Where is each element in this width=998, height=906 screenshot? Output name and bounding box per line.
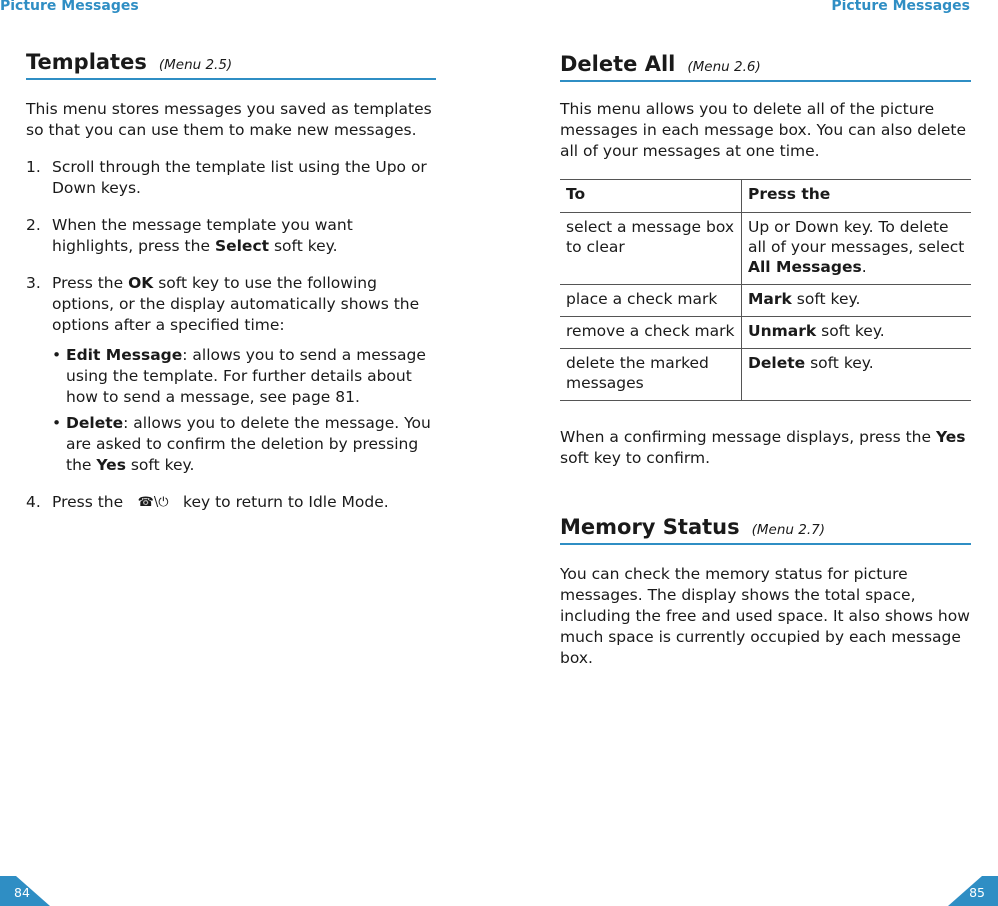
key-name: Yes	[935, 428, 966, 446]
step-1	[26, 157, 436, 199]
table-cell-press: Unmark soft key.	[742, 317, 972, 349]
section-title: Templates	[26, 50, 147, 74]
menu-reference: (Menu 2.7)	[751, 522, 826, 538]
step-text: Scroll through the template list using the Upo or Down keys.	[52, 158, 427, 197]
menu-reference: (Menu 2.6)	[687, 59, 761, 75]
table-cell-press: Up or Down key. To delete all of your messages, select All Messages.	[742, 213, 972, 285]
step-text: When the message template you want highlights, press the Select soft key.	[52, 216, 353, 255]
step-number: 2.	[26, 216, 41, 234]
table-row	[560, 213, 971, 285]
key-name: Yes	[96, 456, 126, 474]
running-head-left: Picture Messages	[0, 0, 139, 14]
page-number-tab-left	[0, 872, 52, 906]
step-number: 1.	[26, 158, 41, 176]
table-header-row	[560, 180, 971, 213]
section-title: Memory Status	[560, 515, 740, 539]
templates-heading	[26, 50, 436, 80]
option-name: Delete	[66, 414, 124, 432]
phone-end-power-icon: ☎\⏻	[137, 495, 169, 510]
step-3	[26, 273, 436, 336]
page-number-tab-right	[946, 872, 998, 906]
table-cell-to: delete the marked messages	[560, 349, 742, 401]
option-edit-message: • Edit Message: allows you to send a message using the template. For further details about how to send a message, see page 81.	[52, 346, 426, 406]
option-delete: • Delete: allows you to delete the message. You are asked to confirm the deletion by pressing the Yes soft key.	[52, 414, 431, 474]
column-header: To	[560, 180, 742, 213]
key-name: Select	[214, 237, 270, 255]
table-cell-to: select a message box to clear	[560, 213, 742, 285]
step-number: 3.	[26, 274, 41, 292]
delete-all-intro: This menu allows you to delete all of the picture messages in each message box. You can also delete all of your messages at one time.	[560, 100, 967, 160]
key-table	[560, 179, 971, 401]
table-cell-press: Mark soft key.	[742, 285, 972, 317]
page-number: 84	[14, 885, 30, 900]
column-header: Press the	[742, 180, 972, 213]
table-row	[560, 317, 971, 349]
section-title: Delete All	[560, 52, 676, 76]
table-row	[560, 349, 971, 401]
step-number: 4.	[26, 493, 41, 511]
table-row	[560, 285, 971, 317]
bullet-mark: •	[52, 346, 62, 364]
templates-intro: This menu stores messages you saved as templates so that you can use them to make new messages.	[26, 100, 432, 139]
menu-reference: (Menu 2.5)	[158, 57, 233, 73]
memory-status-text: You can check the memory status for picture messages. The display shows the total space, including the free and used space. It also shows how much space is currently occupied by each message box.	[560, 565, 970, 667]
delete-all-heading	[560, 52, 971, 82]
running-head-right: Picture Messages	[831, 0, 970, 14]
table-cell-to: remove a check mark	[560, 317, 742, 349]
step-text: Press the OK soft key to use the following options, or the display automatically shows the options after a specified time:	[52, 274, 420, 334]
bullet-mark: •	[52, 414, 62, 432]
step-4	[26, 492, 436, 513]
memory-status-heading	[560, 515, 971, 545]
table-cell-to: place a check mark	[560, 285, 742, 317]
step-2	[26, 215, 436, 257]
delete-all-outro: When a confirming message displays, press the Yes soft key to confirm.	[560, 428, 966, 467]
page-number: 85	[969, 885, 985, 900]
table-cell-press: Delete soft key.	[742, 349, 972, 401]
key-name: OK	[128, 274, 154, 292]
option-name: Edit Message	[66, 346, 183, 364]
step-text: Press the ☎\⏻ key to return to Idle Mode.	[52, 493, 389, 511]
